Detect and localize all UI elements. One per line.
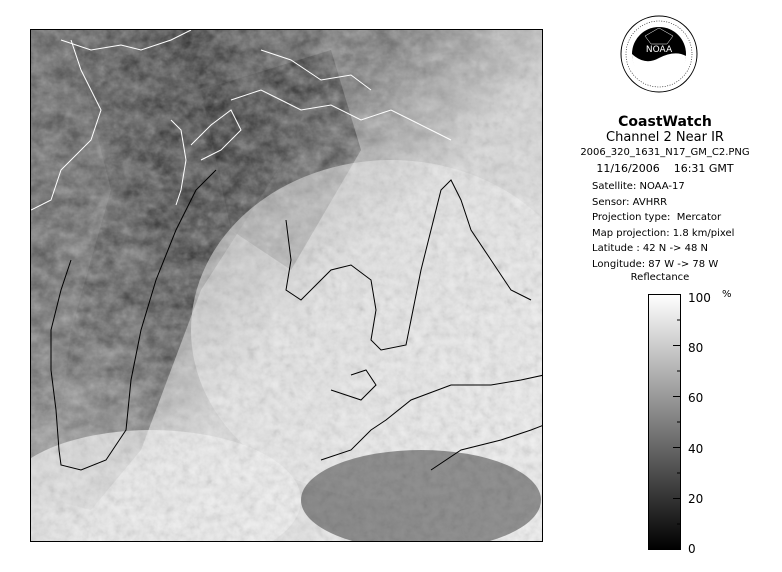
latitude-label: Latitude : 42 N -> 48 N <box>592 243 708 254</box>
sensor-label: Sensor: AVHRR <box>592 197 668 208</box>
satellite-svg <box>31 30 543 542</box>
projection-type-label: Projection type: Mercator <box>592 212 722 223</box>
satellite-image <box>30 29 543 542</box>
product-title: CoastWatch <box>618 114 712 130</box>
colorbar-title: Reflectance <box>630 272 690 283</box>
colorbar-tick-label: 20 <box>688 491 704 506</box>
colorbar-unit: % <box>722 289 732 300</box>
colorbar-tick-label: 40 <box>688 441 704 456</box>
longitude-label: Longitude: 87 W -> 78 W <box>592 259 719 270</box>
colorbar-tick-labels <box>688 290 748 560</box>
noaa-logo <box>620 14 698 114</box>
map-projection-label: Map projection: 1.8 km/pixel <box>592 228 735 239</box>
colorbar-tick-label: 0 <box>688 542 696 556</box>
logo-text: NOAA <box>645 45 673 55</box>
colorbar-tick-label: 80 <box>688 341 704 356</box>
filename-label: 2006_320_1631_N17_GM_C2.PNG <box>580 147 750 158</box>
satellite-label: Satellite: NOAA-17 <box>592 181 685 192</box>
colorbar-tick-label: 100 <box>688 291 711 305</box>
colorbar <box>648 294 681 550</box>
channel-label: Channel 2 Near IR <box>606 130 724 145</box>
colorbar-tick-label: 60 <box>688 391 704 406</box>
datetime-label: 11/16/2006 16:31 GMT <box>596 162 734 175</box>
